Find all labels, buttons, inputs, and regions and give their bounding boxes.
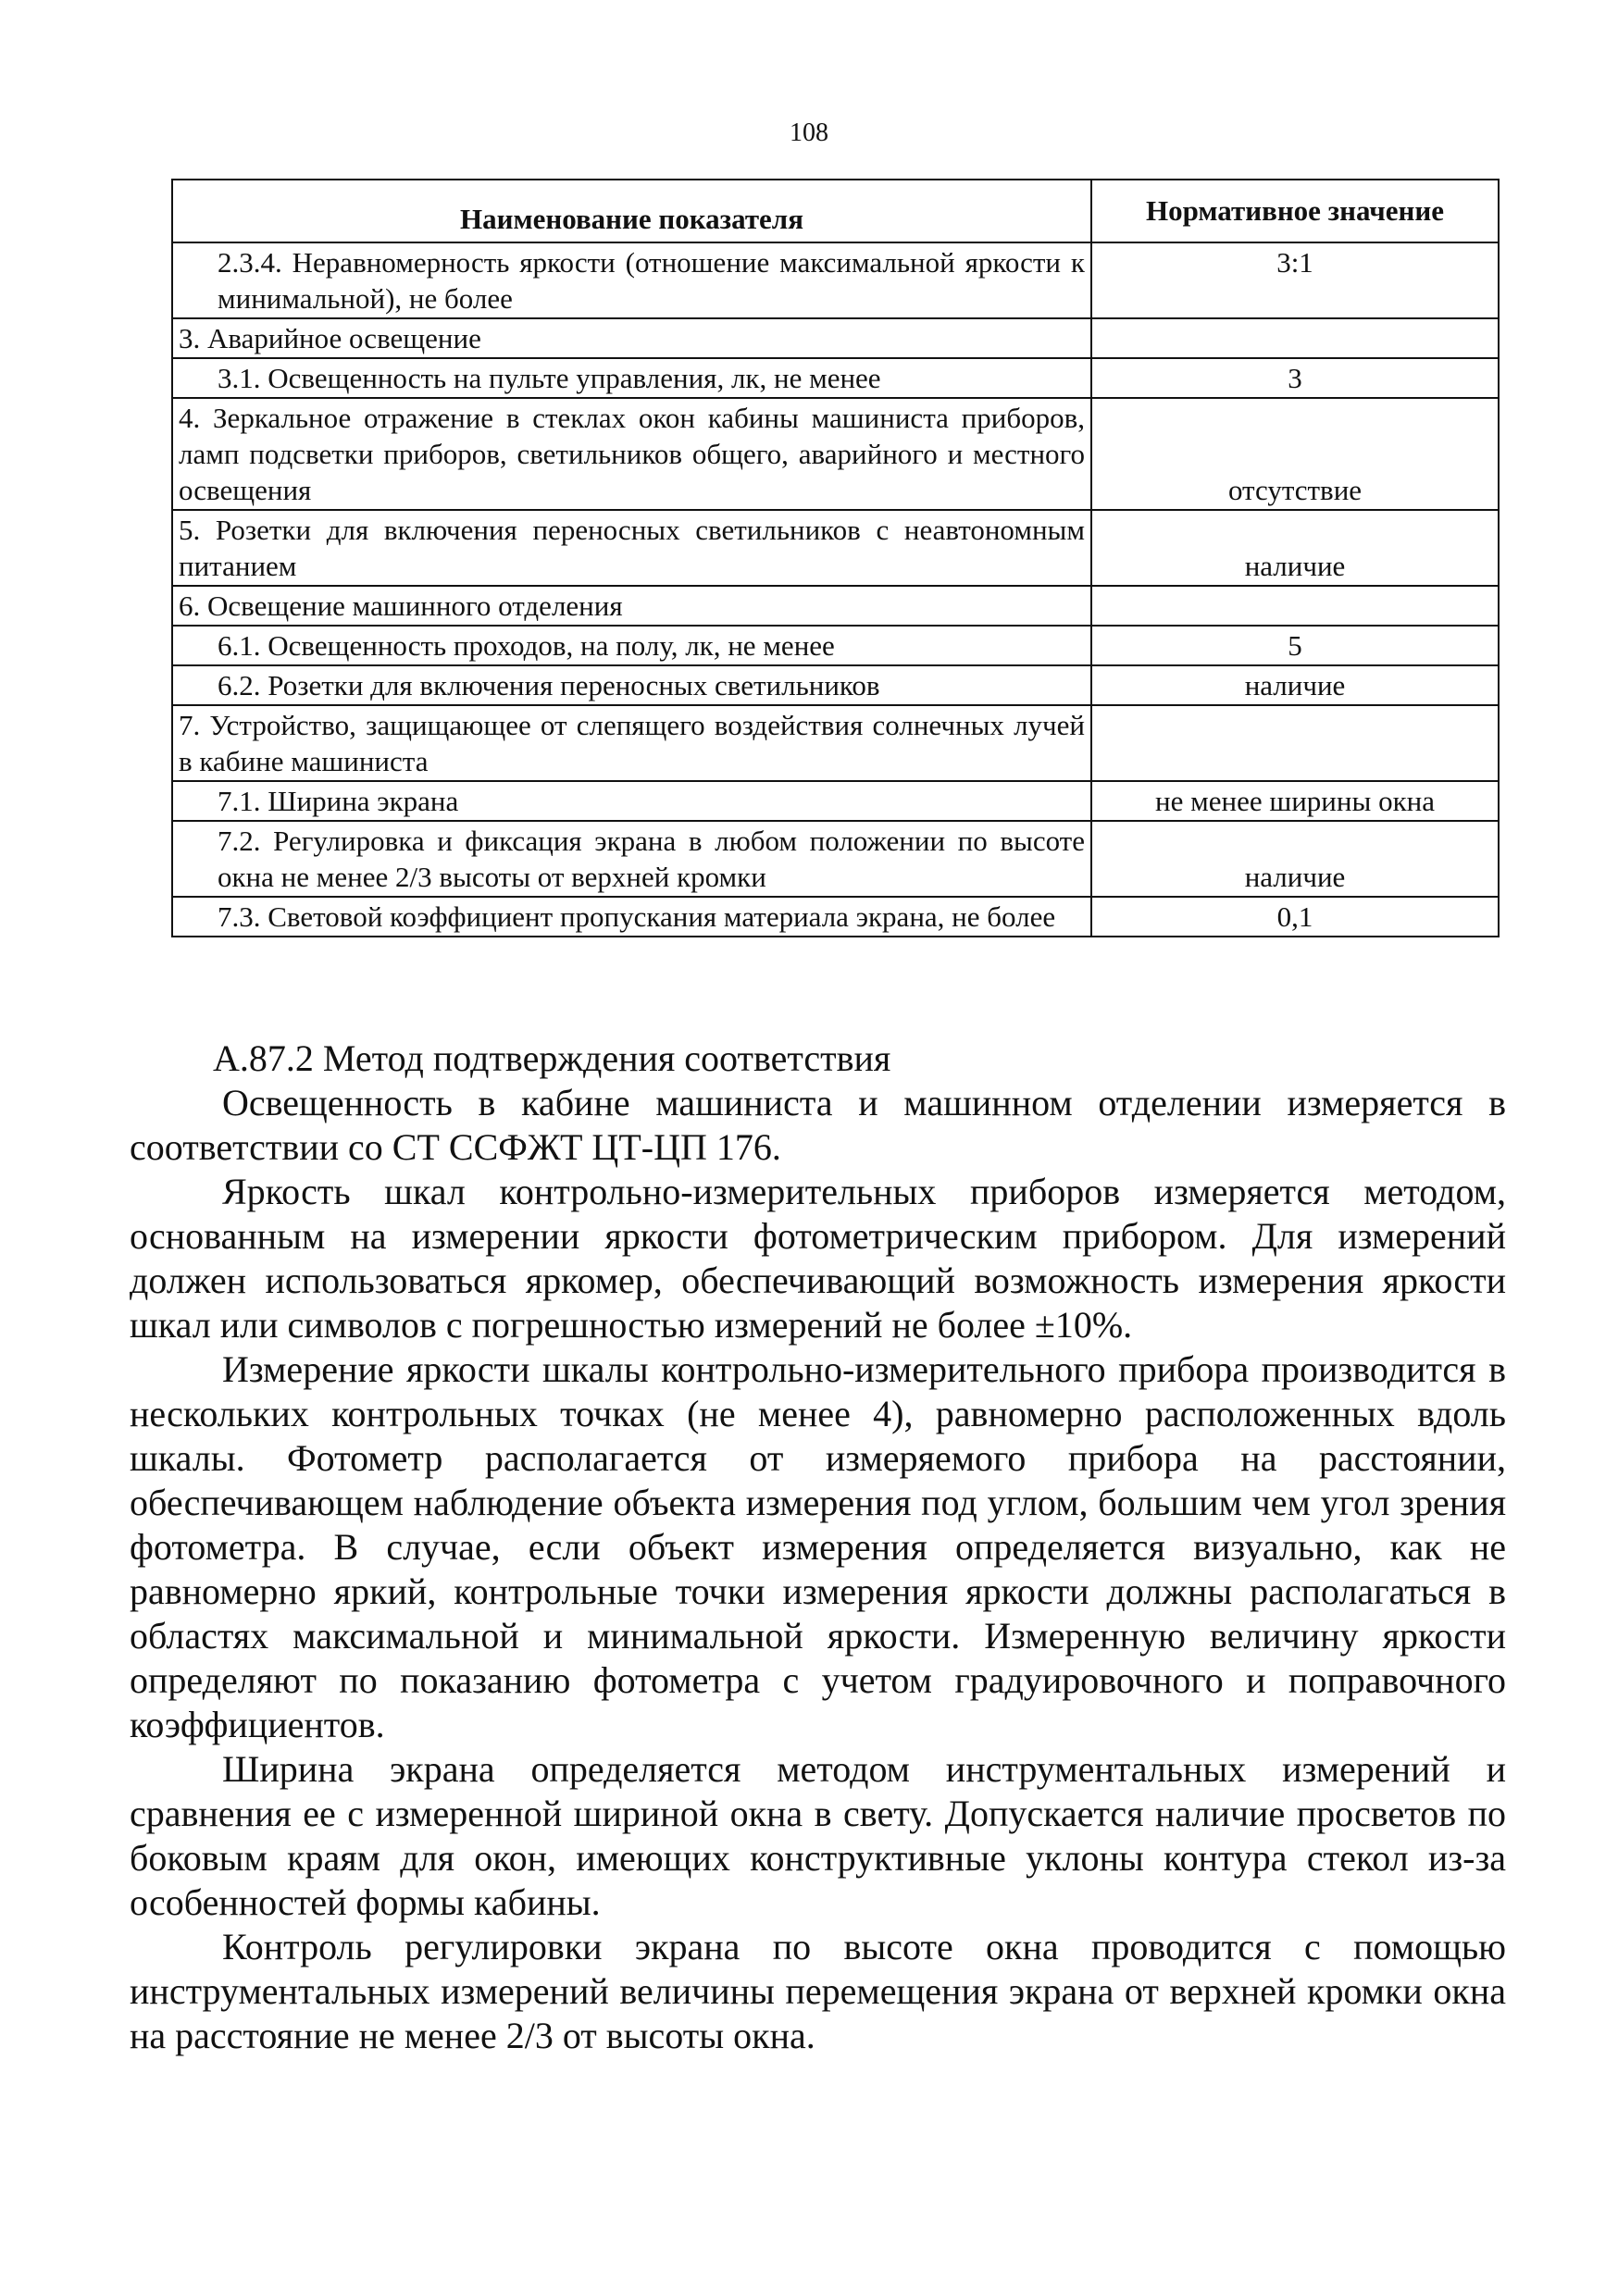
- table-row: [172, 318, 1499, 358]
- row-value-cell: [1091, 586, 1499, 626]
- row-name-cell: 2.3.4. Неравномерность яркости (отношение максимальной яркости к минимальной), не более: [172, 242, 1091, 318]
- row-name-cell: 4. Зеркальное отражение в стеклах окон кабины машиниста приборов, ламп подсветки приборов, светильников общего, аварийного и местного освещения: [172, 398, 1091, 510]
- table-row: [172, 242, 1499, 318]
- paragraph: Ширина экрана определяется методом инструментальных измерений и сравнения ее с измеренной шириной окна в свету. Допускается наличие просветов по боковым краям для окон, имеющих конструктивные уклоны контура стекол из-за особенностей формы кабины.: [130, 1748, 1506, 1923]
- column-header-name: Наименование показателя: [172, 180, 1091, 242]
- row-value-cell: наличие: [1091, 665, 1499, 705]
- table-row: [172, 705, 1499, 781]
- paragraph: Контроль регулировки экрана по высоте окна проводится с помощью инструментальных измерений величины перемещения экрана от верхней кромки окна на расстояние не менее 2/3 от высоты окна.: [130, 1926, 1506, 2056]
- table-row: [172, 821, 1499, 897]
- row-value-cell: 3: [1091, 358, 1499, 398]
- row-name-cell: 5. Розетки для включения переносных светильников с неавтономным питанием: [172, 510, 1091, 586]
- row-value-cell: [1091, 705, 1499, 781]
- row-value-cell: наличие: [1091, 821, 1499, 897]
- method-section: [130, 1036, 1506, 2058]
- column-header-value: Нормативное значение: [1091, 180, 1499, 242]
- paragraph: Освещенность в кабине машиниста и машинном отделении измеряется в соответствии со СТ ССФЖТ ЦТ-ЦП 176.: [130, 1082, 1506, 1168]
- table-row: [172, 897, 1499, 937]
- row-value-cell: 5: [1091, 626, 1499, 665]
- table-row: [172, 398, 1499, 510]
- paragraph: Измерение яркости шкалы контрольно-измерительного прибора производится в нескольких контрольных точках (не менее 4), равномерно расположенных вдоль шкалы. Фотометр располагается от измеряемого прибора на расстоянии, обеспечивающем наблюдение объекта измерения под углом, большим чем угол зрения фотометра. В случае, если объект измерения определяется визуально, как не равномерно яркий, контрольные точки измерения яркости должны располагаться в областях максимальной и минимальной яркости. Измеренную величину яркости определяют по показанию фотометра с учетом градуировочного и поправочного коэффициентов.: [130, 1348, 1506, 1745]
- row-name-cell: 6.1. Освещенность проходов, на полу, лк, не менее: [172, 626, 1091, 665]
- row-name-cell: 6.2. Розетки для включения переносных светильников: [172, 665, 1091, 705]
- table-row: [172, 586, 1499, 626]
- row-value-cell: [1091, 318, 1499, 358]
- table-row: [172, 781, 1499, 821]
- row-name-cell: 6. Освещение машинного отделения: [172, 586, 1091, 626]
- row-value-cell: отсутствие: [1091, 398, 1499, 510]
- norms-table: [171, 179, 1500, 937]
- row-name-cell: 7.3. Световой коэффициент пропускания материала экрана, не более: [172, 897, 1091, 937]
- row-name-cell: 3. Аварийное освещение: [172, 318, 1091, 358]
- row-name-cell: 7. Устройство, защищающее от слепящего воздействия солнечных лучей в кабине машиниста: [172, 705, 1091, 781]
- row-name-cell: 7.2. Регулировка и фиксация экрана в любом положении по высоте окна не менее 2/3 высоты от верхней кромки: [172, 821, 1091, 897]
- table-row: [172, 510, 1499, 586]
- page-number: 108: [790, 118, 828, 147]
- row-value-cell: не менее ширины окна: [1091, 781, 1499, 821]
- paragraph: Яркость шкал контрольно-измерительных приборов измеряется методом, основанным на измерении яркости фотометрическим прибором. Для измерений должен использоваться яркомер, обеспечивающий возможность измерения яркости шкал или символов с погрешностью измерений не более ±10%.: [130, 1171, 1506, 1346]
- table-header-row: [172, 180, 1499, 242]
- row-value-cell: наличие: [1091, 510, 1499, 586]
- table-row: [172, 665, 1499, 705]
- row-value-cell: 0,1: [1091, 897, 1499, 937]
- row-name-cell: 7.1. Ширина экрана: [172, 781, 1091, 821]
- row-value-cell: 3:1: [1091, 242, 1499, 318]
- table-row: [172, 626, 1499, 665]
- section-heading: А.87.2 Метод подтверждения соответствия: [213, 1037, 891, 1079]
- table-body: [172, 242, 1499, 937]
- row-name-cell: 3.1. Освещенность на пульте управления, лк, не менее: [172, 358, 1091, 398]
- table-row: [172, 358, 1499, 398]
